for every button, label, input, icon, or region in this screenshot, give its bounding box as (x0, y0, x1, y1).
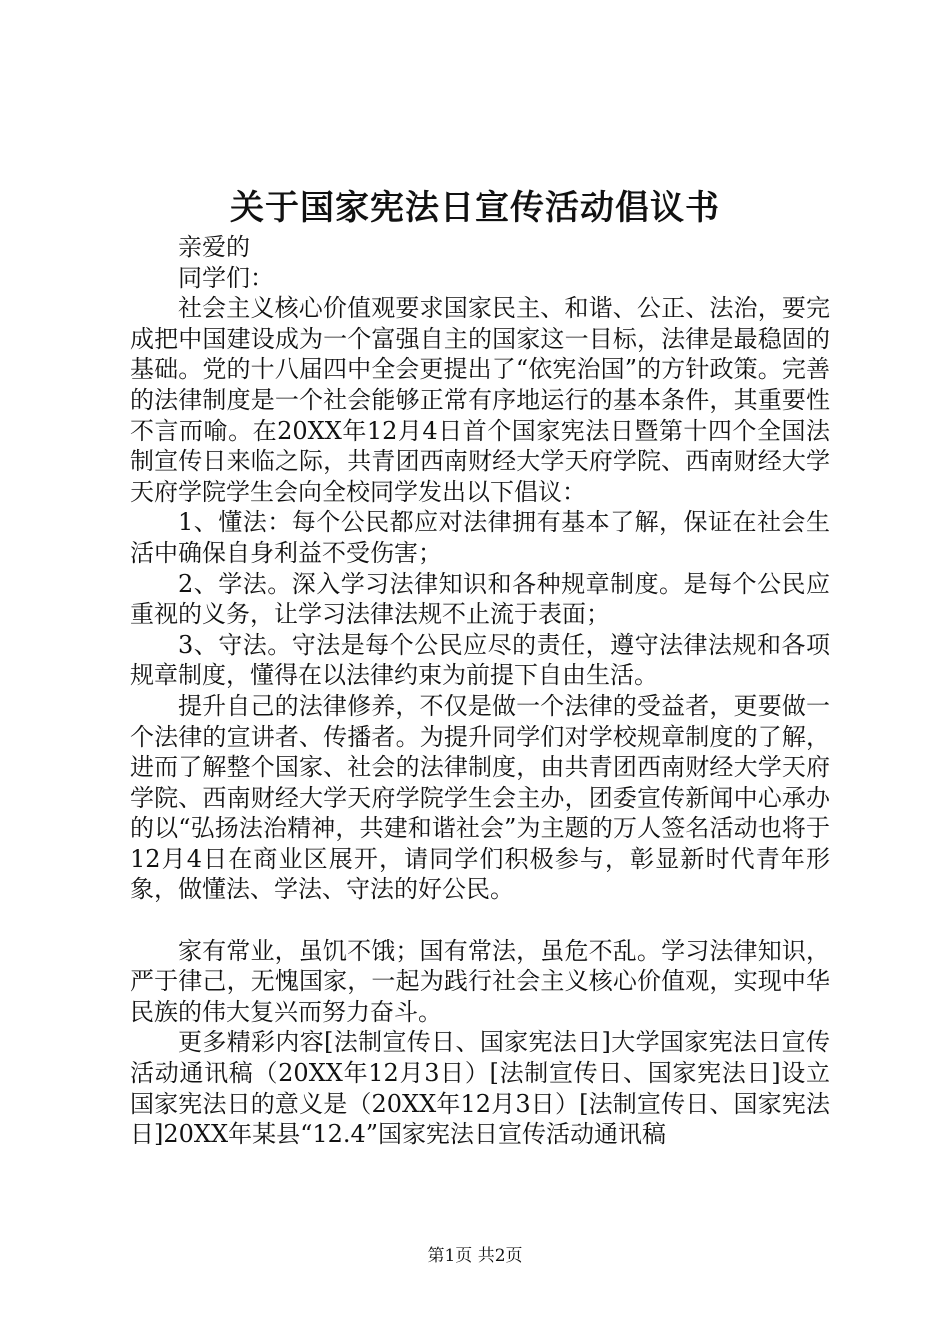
paragraph-closing: 家有常业，虽饥不饿；国有常法，虽危不乱。学习法律知识，严于律己，无愧国家，一起为践行社会主义核心价值观，实现中华民族的伟大复兴而努力奋斗。 (130, 936, 830, 1026)
paragraph-intro: 社会主义核心价值观要求国家民主、和谐、公正、法治，要完成把中国建设成为一个富强自主的国家这一目标，法律是最稳固的基础。党的十八届四中全会更提出了“依宪治国”的方针政策。完善的法律制度是一个社会能够正常有序地运行的基本条件，其重要性不言而喻。在20XX年12月4日首个国家宪法日暨第十四个全国法制宣传日来临之际，共青团西南财经大学天府学院、西南财经大学天府学院学生会向全校同学发出以下倡议： (130, 294, 830, 506)
page-footer: 第1页 共2页 (427, 1246, 523, 1266)
paragraph-point-3: 3、守法。守法是每个公民应尽的责任，遵守法律法规和各项规章制度，懂得在以法律约束为前提下自由生活。 (130, 630, 830, 690)
paragraph-point-2: 2、学法。深入学习法律知识和各种规章制度。是每个公民应重视的义务，让学习法律法规不止流于表面； (130, 569, 830, 629)
salutation-line-2: 同学们： (178, 263, 274, 292)
paragraph-spacer (130, 905, 830, 936)
paragraph-activity: 提升自己的法律修养，不仅是做一个法律的受益者，更要做一个法律的宣讲者、传播者。为提升同学们对学校规章制度的了解，进而了解整个国家、社会的法律制度，由共青团西南财经大学天府学院、西南财经大学天府学院学生会主办，团委宣传新闻中心承办的以“弘扬法治精神，共建和谐社会”为主题的万人签名活动也将于12月4日在商业区展开，请同学们积极参与，彰显新时代青年形象，做懂法、学法、守法的好公民。 (130, 691, 830, 904)
document-body (130, 232, 830, 1150)
paragraph-more-links: 更多精彩内容[法制宣传日、国家宪法日]大学国家宪法日宣传活动通讯稿（20XX年12月3日）[法制宣传日、国家宪法日]设立国家宪法日的意义是（20XX年12月3日）[法制宣传日、国家宪法日]20XX年某县“12.4”国家宪法日宣传活动通讯稿 (130, 1028, 830, 1149)
paragraph-point-1: 1、懂法：每个公民都应对法律拥有基本了解，保证在社会生活中确保自身利益不受伤害； (130, 508, 830, 567)
document-title: 关于国家宪法日宣传活动倡议书 (230, 188, 720, 228)
salutation-line-1: 亲爱的 (178, 233, 250, 261)
